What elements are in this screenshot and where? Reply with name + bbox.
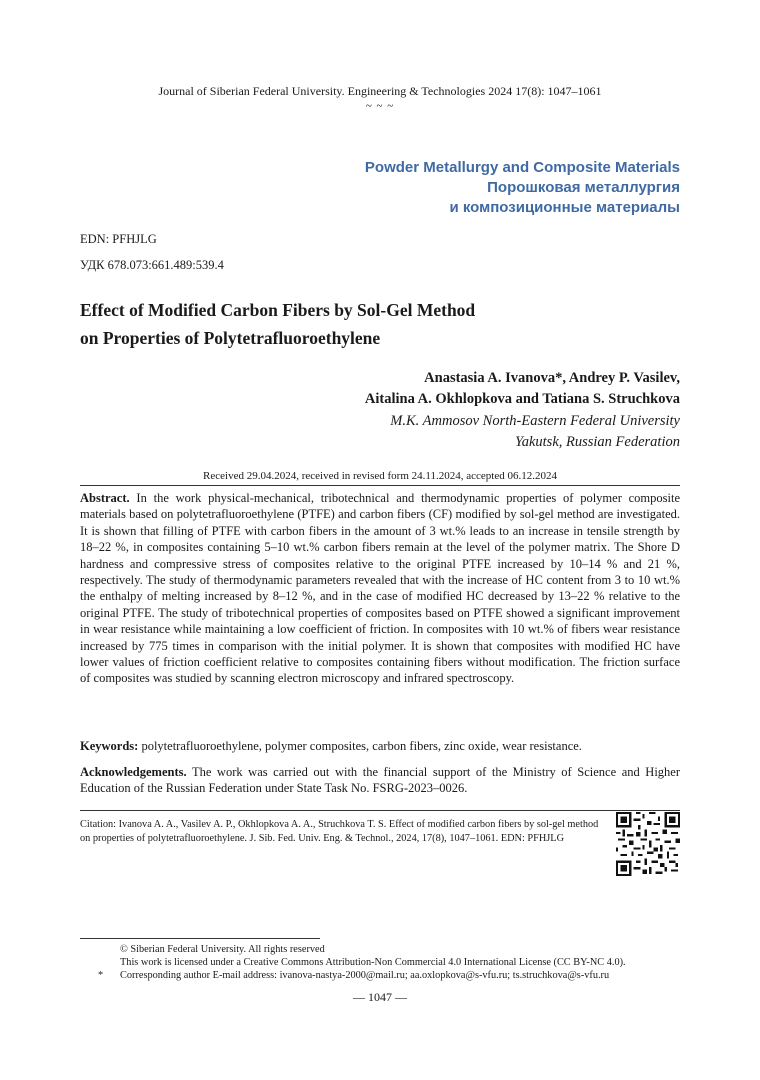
divider-top [80,485,680,486]
qr-code-icon [616,812,680,876]
paper-title [80,296,640,352]
edn-code: EDN: PFHJLG [80,232,157,246]
footnote-license: This work is licensed under a Creative Commons Attribution-Non Commercial 4.0 International License (CC BY-NC 4.0). [120,957,626,968]
keywords-label: Keywords: [80,739,139,753]
paper-title-line-1: Effect of Modified Carbon Fibers by Sol-Gel Method [80,300,476,320]
keywords-text: polytetrafluoroethylene, polymer composites, carbon fibers, zinc oxide, wear resistance. [141,739,582,753]
affiliation-line-1: M.K. Ammosov North-Eastern Federal University [390,413,680,429]
acknowledgements-text: The work was carried out with the financial support of the Ministry of Science and Higher Education of the Russian Federation under State Task No. FSRG-2023–0026. [80,765,681,796]
affiliation-line-2: Yakutsk, Russian Federation [514,434,680,450]
section-heading [365,158,680,218]
abstract-text: In the work physical-mechanical, tribotechnical and thermodynamic properties of polymer composite materials based on polytetrafluoroethylene (PTFE) and carbon fibers (CF) modified by sol-gel method are investigated. It is shown that filling of PTFE with carbon fibers in the amount of 3 wt.% leads to an increase in tensile strength by 18–22 %, in composites containing 5–10 wt.% carbon fibers remain at the level of the polymer matrix. The Shore D hardness and compressive stress of composites relative to the original PTFE increased by 10–14 % and 21 %, respectively. The study of thermodynamic parameters revealed that with the increase of HC content from 3 to 10 wt.% the enthalpy of melting increased by 8–12 %, and in the case of modified HC decreased by 13–22 % relative to the original PTFE. The study of tribotechnical properties of composites based on PTFE showed a significant improvement in wear resistance while maintaining a low coefficient of friction. In composites with 10 wt.% of fibers wear resistance increased by 775 times in comparison with the initial polymer. It is shown that composites with modified HC have lower values of friction coefficient relative to composites containing fibers without modification. The friction surface of composites was studied by scanning electron microscopy and infrared spectroscopy. [80,491,681,686]
section-heading-ru-2: и композиционные материалы [449,199,680,216]
citation-text: Citation: Ivanova A. A., Vasilev A. P., Okhlopkova A. A., Struchkova T. S. Effect of modified carbon fibers by sol-gel method on properties of polytetrafluoroethylene. J. Sib. Fed. Univ. Eng. & Technol., 2024, 17(8), 1047–1061. EDN: PFHJLG [80,819,599,844]
authors [365,368,680,410]
paper-title-line-2: on Properties of Polytetrafluoroethylene [80,328,381,348]
authors-line-1: Anastasia A. Ivanova*, Andrey P. Vasilev, [424,370,680,386]
footnote-copyright: © Siberian Federal University. All rights reserved [120,944,325,955]
keywords [80,738,680,754]
section-heading-ru-1: Порошковая металлургия [487,179,680,196]
footnote-star-marker: * [98,970,104,981]
authors-line-2: Aitalina A. Okhlopkova and Tatiana S. Struchkova [364,391,680,407]
received-dates: Received 29.04.2024, received in revised form 24.11.2024, accepted 06.12.2024 [203,470,557,482]
abstract [80,490,680,687]
abstract-label: Abstract. [80,491,130,505]
journal-header: Journal of Siberian Federal University. Engineering & Technologies 2024 17(8): 1047–1061 [158,84,602,98]
header-ornament: ~ ~ ~ [365,100,395,112]
section-heading-en: Powder Metallurgy and Composite Materials [364,159,680,176]
acknowledgements-label: Acknowledgements. [80,765,187,779]
affiliation [390,411,680,453]
footnote-divider [80,938,320,939]
divider-citation [80,810,680,811]
footnote-corresponding-author: Corresponding author E-mail address: ivanova-nastya-2000@mail.ru; aa.oxlopkova@s-vfu.ru; ts.struchkova@s-vfu.ru [120,970,610,981]
udk-code: УДК 678.073:661.489:539.4 [80,258,224,272]
acknowledgements [80,764,680,797]
page-number: — 1047 — [353,990,407,1004]
